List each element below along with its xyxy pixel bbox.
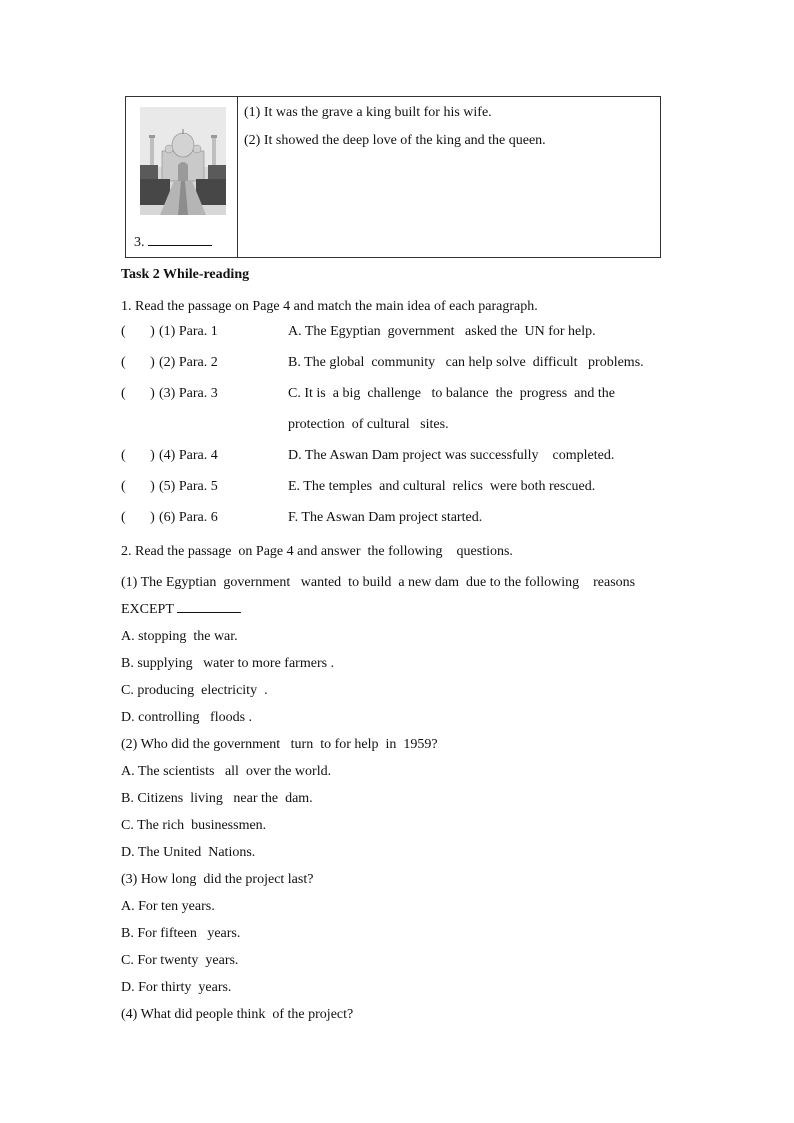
option: A. For ten years. bbox=[121, 899, 215, 914]
match-option: B. The global community can help solve difficult problems. bbox=[288, 355, 644, 370]
document-page bbox=[121, 96, 673, 1028]
match-option: C. It is a big challenge to balance the progress and the bbox=[288, 386, 615, 401]
q2-prompt: 2. Read the passage on Page 4 and answer the following questions. bbox=[121, 544, 513, 559]
match-option-continued: protection of cultural sites. bbox=[288, 417, 449, 432]
answer-paren[interactable]: ( ) bbox=[121, 355, 155, 370]
para-label: (3) Para. 3 bbox=[159, 386, 218, 401]
match-list bbox=[121, 319, 673, 536]
option: B. Citizens living near the dam. bbox=[121, 791, 313, 806]
picture-table bbox=[125, 96, 661, 258]
image-cell bbox=[126, 97, 238, 257]
answer-paren[interactable]: ( ) bbox=[121, 386, 155, 401]
match-option: D. The Aswan Dam project was successfully completed. bbox=[288, 448, 615, 463]
match-row bbox=[121, 443, 673, 474]
match-row bbox=[121, 350, 673, 381]
para-label: (6) Para. 6 bbox=[159, 510, 218, 525]
question-stem: (2) Who did the government turn to for help in 1959? bbox=[121, 737, 438, 752]
match-option: A. The Egyptian government asked the UN for help. bbox=[288, 324, 596, 339]
option: C. The rich businessmen. bbox=[121, 818, 267, 833]
option: B. supplying water to more farmers . bbox=[121, 656, 335, 671]
match-row bbox=[121, 474, 673, 505]
para-label: (1) Para. 1 bbox=[159, 324, 218, 339]
blank-number: 3. bbox=[134, 235, 145, 250]
match-row bbox=[121, 505, 673, 536]
blank-label bbox=[134, 231, 212, 251]
question-stem: (3) How long did the project last? bbox=[121, 872, 314, 887]
match-row bbox=[121, 381, 673, 443]
answer-paren[interactable]: ( ) bbox=[121, 510, 155, 525]
option: C. producing electricity . bbox=[121, 683, 268, 698]
clue-line-1: (1) It was the grave a king built for his wife. bbox=[244, 105, 492, 120]
answer-blank[interactable] bbox=[177, 598, 241, 613]
option: D. The United Nations. bbox=[121, 845, 256, 860]
option: C. For twenty years. bbox=[121, 953, 239, 968]
question-stem: (1) The Egyptian government wanted to build a new dam due to the following reasons bbox=[121, 575, 636, 590]
taj-mahal-photo bbox=[140, 107, 226, 215]
q1-prompt: 1. Read the passage on Page 4 and match the main idea of each paragraph. bbox=[121, 299, 538, 314]
option: A. The scientists all over the world. bbox=[121, 764, 332, 779]
option: D. controlling floods . bbox=[121, 710, 253, 725]
clue-line-2: (2) It showed the deep love of the king and the queen. bbox=[244, 133, 546, 148]
except-word: EXCEPT bbox=[121, 602, 174, 617]
match-row bbox=[121, 319, 673, 350]
option: D. For thirty years. bbox=[121, 980, 232, 995]
option: A. stopping the war. bbox=[121, 629, 238, 644]
option: B. For fifteen years. bbox=[121, 926, 241, 941]
para-label: (5) Para. 5 bbox=[159, 479, 218, 494]
match-option: F. The Aswan Dam project started. bbox=[288, 510, 483, 525]
answer-paren[interactable]: ( ) bbox=[121, 324, 155, 339]
para-label: (2) Para. 2 bbox=[159, 355, 218, 370]
answer-paren[interactable]: ( ) bbox=[121, 479, 155, 494]
question-stem: (4) What did people think of the project? bbox=[121, 1007, 354, 1022]
text-cell bbox=[238, 97, 660, 257]
match-option: E. The temples and cultural relics were both rescued. bbox=[288, 479, 596, 494]
answer-paren[interactable]: ( ) bbox=[121, 448, 155, 463]
task-title: Task 2 While-reading bbox=[121, 267, 250, 282]
question-stem-continued bbox=[121, 596, 673, 623]
para-label: (4) Para. 4 bbox=[159, 448, 218, 463]
answer-blank[interactable] bbox=[148, 231, 212, 246]
